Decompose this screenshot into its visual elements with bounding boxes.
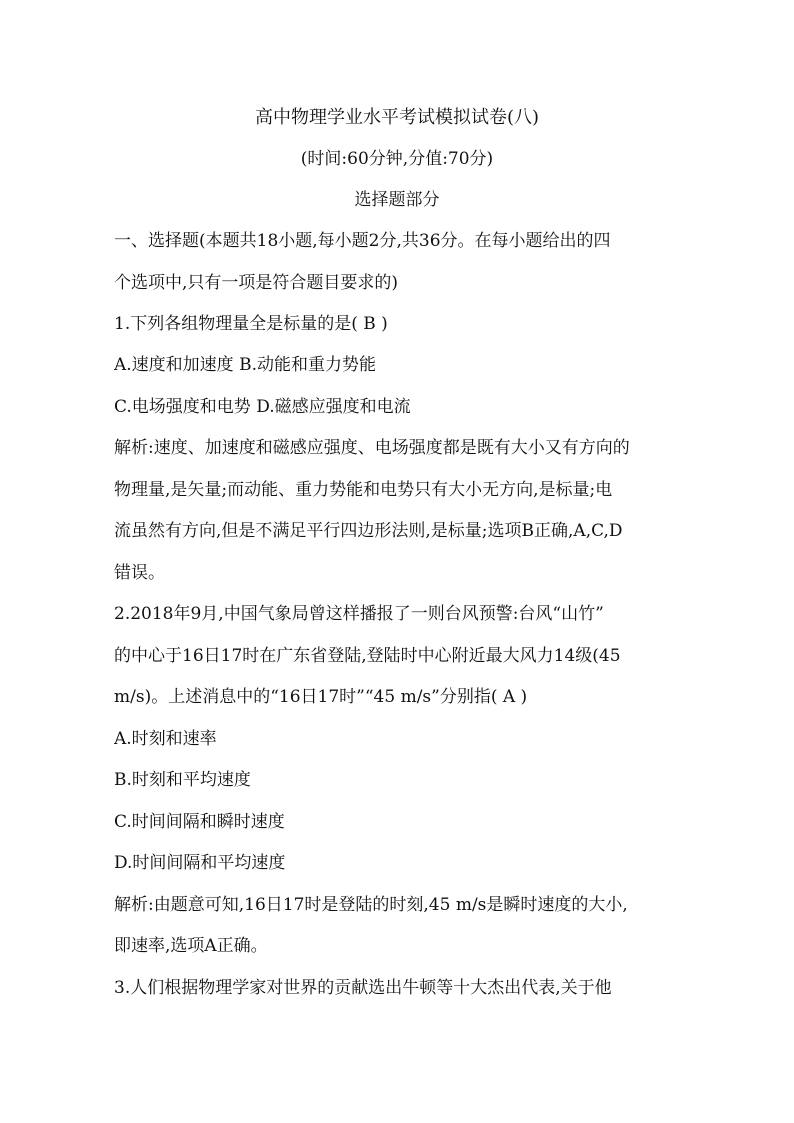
question-1-analysis-line-4: 错误。 bbox=[114, 563, 165, 583]
question-2-option-b: B.时刻和平均速度 bbox=[114, 770, 251, 790]
exam-time-and-score: (时间:60分钟,分值:70分) bbox=[300, 149, 494, 169]
question-1-options-ab: A.速度和加速度 B.动能和重力势能 bbox=[114, 355, 376, 375]
question-2-analysis-line-2: 即速率,选项A正确。 bbox=[114, 936, 268, 956]
question-2-analysis-line-1: 解析:由题意可知,16日17时是登陆的时刻,45 m/s是瞬时速度的大小, bbox=[114, 895, 628, 915]
question-2-stem-line-1: 2.2018年9月,中国气象局曾这样播报了一则台风预警:台风“山竹” bbox=[114, 604, 604, 624]
question-1-analysis-line-3: 流虽然有方向,但是不满足平行四边形法则,是标量;选项B正确,A,C,D bbox=[114, 521, 623, 541]
instruction-line-2: 个选项中,只有一项是符合题目要求的) bbox=[114, 273, 399, 293]
question-2-option-a: A.时刻和速率 bbox=[114, 729, 217, 749]
question-1-analysis-line-1: 解析:速度、加速度和磁感应强度、电场强度都是既有大小又有方向的 bbox=[114, 438, 630, 458]
question-1-stem: 1.下列各组物理量全是标量的是( B ) bbox=[114, 314, 388, 334]
question-2-option-c: C.时间间隔和瞬时速度 bbox=[114, 812, 285, 832]
question-2-stem-line-3: m/s)。上述消息中的“16日17时”“45 m/s”分别指( A ) bbox=[114, 687, 528, 707]
question-2-stem-line-2: 的中心于16日17时在广东省登陆,登陆时中心附近最大风力14级(45 bbox=[114, 646, 621, 666]
question-2-option-d: D.时间间隔和平均速度 bbox=[114, 853, 286, 873]
instruction-line-1: 一、选择题(本题共18小题,每小题2分,共36分。在每小题给出的四 bbox=[114, 231, 611, 251]
question-3-stem-line-1: 3.人们根据物理学家对世界的贡献选出牛顿等十大杰出代表,关于他 bbox=[114, 978, 612, 998]
exam-title: 高中物理学业水平考试模拟试卷(八) bbox=[254, 107, 540, 128]
question-1-options-cd: C.电场强度和电势 D.磁感应强度和电流 bbox=[114, 397, 411, 417]
question-1-analysis-line-2: 物理量,是矢量;而动能、重力势能和电势只有大小无方向,是标量;电 bbox=[114, 480, 613, 500]
section-heading: 选择题部分 bbox=[354, 190, 440, 210]
